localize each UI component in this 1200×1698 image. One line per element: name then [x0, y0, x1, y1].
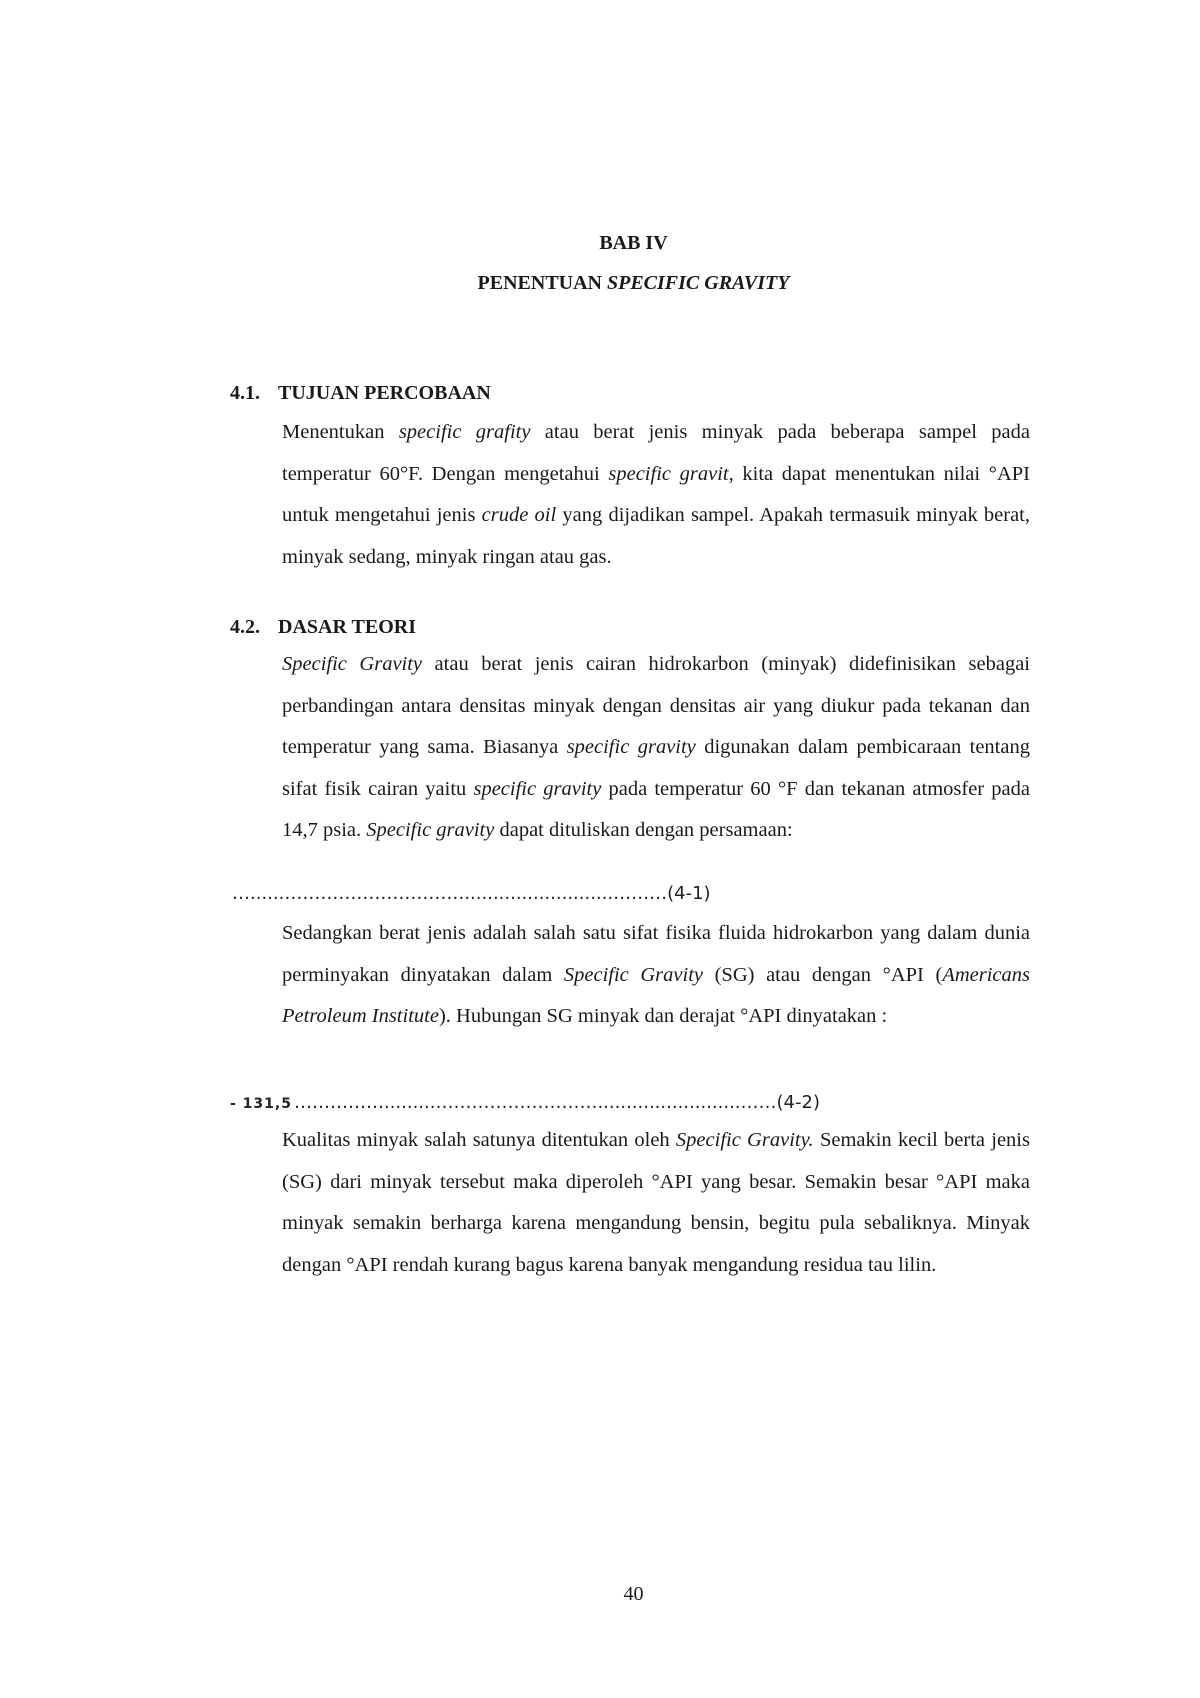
text-run: (SG) atau dengan °API ( — [703, 963, 943, 986]
paragraph-text — [230, 412, 1030, 578]
italic-term: Specific Gravity — [563, 963, 703, 986]
italic-term: specific gravity — [566, 736, 696, 758]
page-number: 40 — [623, 1583, 644, 1605]
equation-lead: - 131,5 — [230, 1096, 292, 1112]
section-number: 4.2. — [230, 616, 260, 638]
italic-term: Specific Gravity. — [675, 1129, 814, 1151]
equation-label: (4-1) — [667, 883, 711, 904]
paragraph-tujuan — [230, 412, 1030, 578]
italic-term: crude oil — [481, 504, 557, 526]
italic-term: specific gravity — [473, 777, 602, 800]
italic-term: Specific Gravity — [282, 653, 423, 675]
paragraph-text — [230, 1120, 1030, 1286]
italic-term: specific grafity — [398, 421, 531, 443]
text-run: Menentukan — [282, 421, 399, 443]
equation-label: (4-2) — [776, 1092, 820, 1113]
section-number: 4.1. — [230, 382, 260, 404]
chapter-label: BAB IV — [599, 232, 668, 254]
section-title: TUJUAN PERCOBAAN — [278, 382, 491, 404]
chapter-title — [0, 272, 1200, 295]
equation-dots: …………….........……………………….........................…… — [293, 1092, 777, 1113]
chapter-title-italic: SPECIFIC GRAVITY — [606, 272, 790, 294]
text-run: atau berat jenis cairan hidrokarbon (minyak) didefinisikan sebagai perbandingan antara densitas minyak dengan densitas air yang diukur pada tekanan dan temperatur yang sama. Biasanya — [282, 653, 1030, 758]
text-run: dapat dituliskan dengan persamaan: — [494, 819, 793, 841]
italic-term: specific gravit, — [608, 462, 734, 485]
paragraph-kualitas — [230, 1120, 1030, 1286]
italic-term: Americans Petroleum Institute — [282, 963, 1030, 1027]
text-run: Sedangkan berat jenis adalah salah satu sifat fisika fluida hidrokarbon yang dalam dunia perminyakan dinyatakan dalam — [282, 922, 1030, 986]
chapter-title-prefix: PENENTUAN — [477, 272, 602, 294]
equation-4-2 — [230, 1092, 1030, 1113]
equation-dots: …......…………………………..........................……… — [232, 883, 668, 904]
italic-term: Specific gravity — [366, 819, 495, 841]
section-heading-tujuan — [230, 382, 1030, 405]
text-run: Semakin kecil berta jenis (SG) dari minyak tersebut maka diperoleh °API yang besar. Semakin besar °API maka minyak semakin berharga karena mengandung bensin, begitu pula sebaliknya. Minyak dengan °API rendah kurang bagus karena banyak mengandung residua tau lilin. — [282, 1129, 1030, 1276]
equation-4-1 — [230, 883, 1030, 904]
text-run: kita dapat menentukan nilai °API untuk mengetahui jenis — [282, 462, 1030, 526]
section-heading-dasar-teori — [230, 616, 1030, 639]
text-run: pada temperatur 60 °F dan tekanan atmosfer pada 14,7 psia. — [282, 777, 1030, 841]
section-title: DASAR TEORI — [278, 616, 416, 638]
text-run: ). Hubungan SG minyak dan derajat °API dinyatakan : — [438, 1005, 888, 1027]
text-run: atau berat jenis minyak pada beberapa sampel pada temperatur 60°F. Dengan mengetahui — [282, 421, 1030, 485]
paragraph-text — [230, 913, 1030, 1038]
paragraph-text — [230, 644, 1030, 852]
paragraph-berat-jenis — [230, 913, 1030, 1038]
paragraph-dasar-teori — [230, 644, 1030, 852]
text-run: digunakan dalam pembicaraan tentang sifat fisik cairan yaitu — [282, 736, 1030, 800]
text-run: yang dijadikan sampel. Apakah termasuik minyak berat, minyak sedang, minyak ringan atau gas. — [282, 504, 1031, 568]
text-run: Kualitas minyak salah satunya ditentukan oleh — [282, 1129, 676, 1151]
